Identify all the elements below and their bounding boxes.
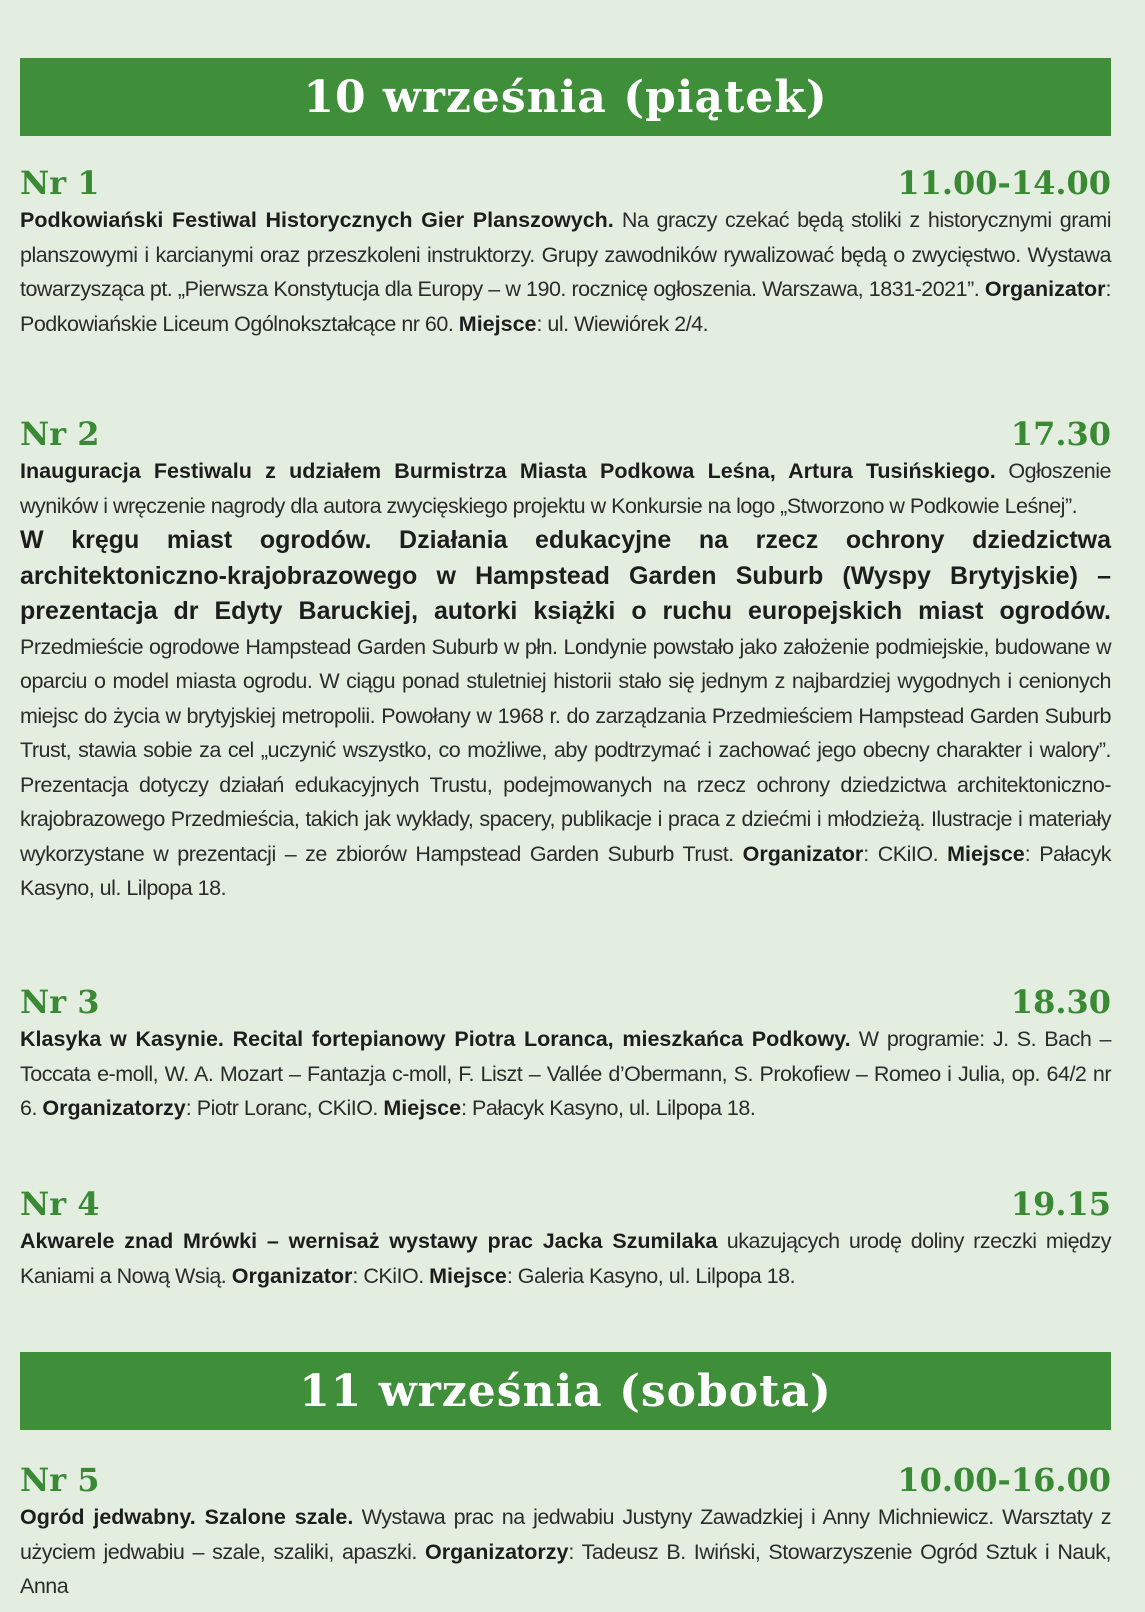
event-title: Akwarele znad Mrówki – wernisaż wystawy prac Jacka Szumilaka: [20, 1229, 718, 1253]
place-value: : Galeria Kasyno, ul. Lilpopa 18.: [506, 1263, 796, 1288]
event-title: Inauguracja Festiwalu z udziałem Burmistrza Miasta Podkowa Leśna, Artura Tusińskiego.: [20, 459, 996, 483]
event-title: Podkowiański Festiwal Historycznych Gier Planszowych.: [20, 208, 614, 232]
event-time: 18.30: [1010, 983, 1111, 1021]
event-text: Ogłoszenie wyników i wręczenie nagrody dla autora zwycięskiego projektu w Konkursie na logo „Stworzono w Podkowie Leśnej”.: [20, 459, 1111, 518]
event-description-2: [20, 523, 1111, 906]
event-time: 10.00-16.00: [897, 1461, 1111, 1499]
event-time: 17.30: [1010, 415, 1111, 453]
day-title: 10 września (piątek): [303, 71, 828, 123]
place-value: : Pałacyk Kasyno, ul. Lilpopa 18.: [20, 841, 1111, 900]
place-label: Miejsce: [458, 311, 537, 336]
organizer-label: Organizatorzy: [42, 1096, 186, 1120]
event-number: Nr 1: [20, 164, 100, 202]
event-number: Nr 2: [20, 415, 100, 453]
day-banner-friday: [20, 58, 1111, 136]
event-header: [20, 1184, 1111, 1224]
organizer-label: Organizator: [231, 1263, 353, 1288]
event-title: Klasyka w Kasynie. Recital fortepianowy Piotra Loranca, mieszkańca Podkowy.: [20, 1027, 851, 1051]
place-label: Miejsce: [947, 841, 1025, 866]
event-number: Nr 5: [20, 1461, 100, 1499]
organizer-value: : Podkowiańskie Liceum Ogólnokształcące nr 60.: [20, 277, 1111, 336]
day-title: 11 września (sobota): [299, 1365, 832, 1417]
event-number: Nr 4: [20, 1185, 100, 1223]
event-entry-5: [20, 1460, 1111, 1604]
event-entry-2: [20, 414, 1111, 906]
event-description: [20, 203, 1111, 341]
place-value: : Pałacyk Kasyno, ul. Lilpopa 18.: [461, 1096, 756, 1120]
organizer-value: : Tadeusz B. Iwiński, Stowarzyszenie Ogród Sztuk i Nauk, Anna: [20, 1539, 1112, 1598]
event-number: Nr 3: [20, 983, 100, 1021]
event-text: Wystawa prac na jedwabiu Justyny Zawadzkiej i Anny Michniewicz. Warsztaty z użyciem jedwabiu – szale, szaliki, apaszki.: [20, 1505, 1111, 1564]
event-text: ukazujących urodę doliny rzeczki między Kaniami a Nową Wsią.: [20, 1229, 1111, 1288]
event-header: [20, 1460, 1111, 1500]
event-header: [20, 982, 1111, 1022]
event-header: [20, 414, 1111, 454]
event-text: W programie: J. S. Bach – Toccata e-moll, W. A. Mozart – Fantazja c-moll, F. Liszt – Vallée d’Obermann, S. Prokofiew – Romeo i Julia, op. 64/2 nr 6.: [20, 1027, 1111, 1120]
place-value: : ul. Wiewiórek 2/4.: [536, 311, 709, 336]
event-description: [20, 1224, 1111, 1293]
organizer-value: : CKiIO.: [352, 1263, 430, 1288]
event-entry-1: [20, 163, 1111, 341]
event-description: [20, 1022, 1111, 1126]
place-label: Miejsce: [429, 1263, 507, 1288]
event-time: 19.15: [1010, 1185, 1111, 1223]
organizer-value: : Piotr Loranc, CKiIO.: [185, 1096, 384, 1120]
event-entry-3: [20, 982, 1111, 1126]
event-entry-4: [20, 1184, 1111, 1293]
organizer-label: Organizator: [984, 277, 1106, 301]
organizer-value: : CKiIO.: [863, 841, 948, 866]
event-text: Przedmieście ogrodowe Hampstead Garden Suburb w płn. Londynie powstało jako założenie podmiejskie, budowane w oparciu o model miasta ogrodu. W ciągu ponad stuletniej historii stało się jednym z najbardziej wygodnych i cenionych miejsc do życia w brytyjskiej metropolii. Powołany w 1968 r. do zarządzania Przedmieściem Hampstead Garden Suburb Trust, stawia sobie za cel „uczynić wszystko, co możliwe, aby podtrzymać i zachować jego obecny charakter i walory”. Prezentacja dotyczy działań edukacyjnych Trustu, podejmowanych na rzecz ochrony dziedzictwa architektoniczno-krajobrazowego Przedmieścia, takich jak wykłady, spacery, publikacje i praca z dziećmi i młodzieżą. Ilustracje i materiały wykorzystane w prezentacji – ze zbiorów Hampstead Garden Suburb Trust.: [20, 634, 1111, 866]
place-label: Miejsce: [383, 1096, 462, 1120]
event-description: [20, 1500, 1111, 1604]
event-description: [20, 454, 1111, 523]
event-subtitle: W kręgu miast ogrodów. Działania edukacyjne na rzecz ochrony dziedzictwa architektoniczno-krajobrazowego w Hampstead Garden Suburb (Wyspy Brytyjskie) – prezentacja dr Edyty Baruckiej, autorki książki o ruchu europejskich miast ogrodów.: [20, 526, 1111, 625]
organizer-label: Organizator: [742, 841, 864, 866]
event-time: 11.00-14.00: [897, 164, 1111, 202]
event-text: Na graczy czekać będą stoliki z historycznymi grami planszowymi i karcianymi oraz przeszkoleni instruktorzy. Grupy zawodników rywalizować będą o zwycięstwo. Wystawa towarzysząca pt. „Pierwsza Konstytucja dla Europy – w 190. rocznicę ogłoszenia. Warszawa, 1831-2021”.: [20, 208, 1112, 301]
organizer-label: Organizatorzy: [425, 1539, 569, 1564]
day-banner-saturday: [20, 1352, 1111, 1430]
event-header: [20, 163, 1111, 203]
event-title: Ogród jedwabny. Szalone szale.: [20, 1505, 354, 1529]
